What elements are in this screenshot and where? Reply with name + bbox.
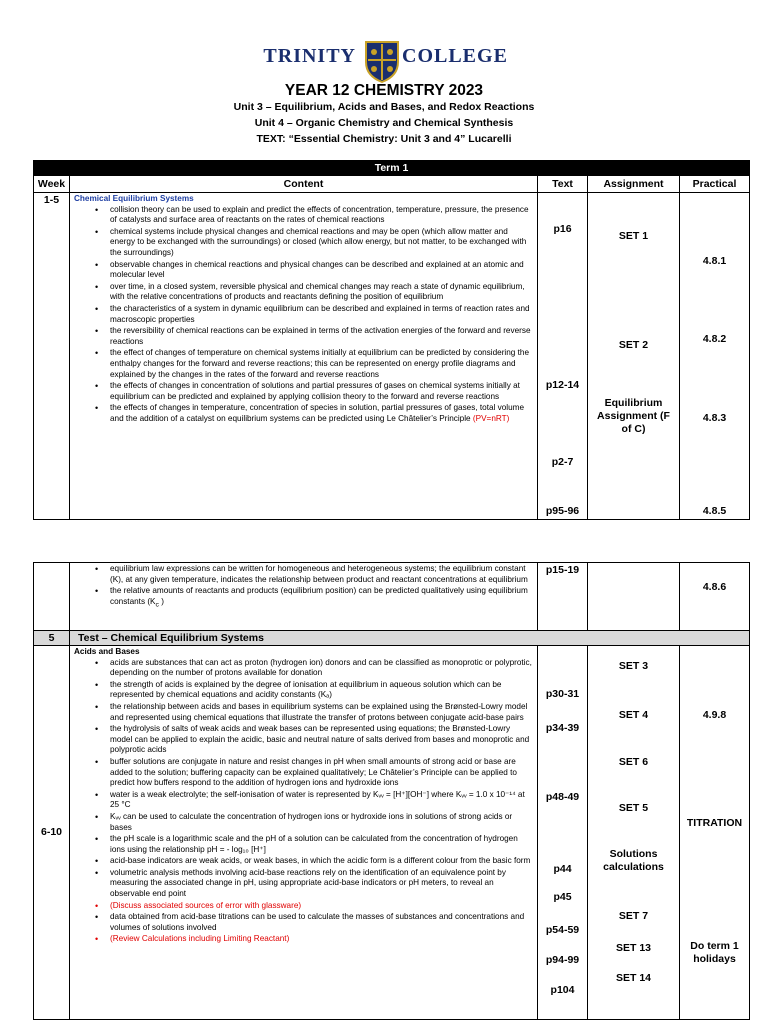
text-ref: p30-31 (545, 688, 580, 700)
practical-item: 4.9.8 (702, 709, 727, 721)
list-item (110, 403, 534, 424)
list-item: • observable changes in chemical reactions and physical changes can be described and explained at an atomic and molecular level (110, 260, 534, 281)
practical-item: Do term 1 holidays (690, 940, 739, 965)
list-item: • chemical systems include physical changes and chemical reactions and may be open (which allow matter and energy to be exchanged with the surroundings) or closed (which allow energy, but not matter, to be exchanged with the surroundings) (110, 227, 534, 259)
practical-item: 4.8.5 (702, 505, 727, 517)
practical-item: 4.8.2 (702, 333, 727, 345)
week-cell: 6-10 (34, 646, 70, 1020)
term1-table-continued (33, 562, 750, 1020)
assignment-item: Equilibrium Assignment (F of C) (597, 397, 670, 435)
logo-word-college: COLLEGE (402, 45, 508, 67)
term-header: Term 1 (34, 161, 750, 176)
list-item: • the relationship between acids and bases in equilibrium systems can be explained using the Brønsted-Lowry model and represented using chemical equations that illustrate the transfer of protons between conjugate acid-base pairs (110, 702, 534, 723)
practical-item: 4.8.6 (702, 581, 727, 593)
list-item: • the reversibility of chemical reactions can be explained in terms of the activation energies of the forward and reverse reactions (110, 326, 534, 347)
subtitle-text: TEXT: “Essential Chemistry: Unit 3 and 4” Lucarelli (256, 133, 512, 145)
assignment-cell (588, 646, 680, 1020)
bullet-list (74, 564, 534, 611)
assignment-cell (588, 563, 680, 631)
col-assignment: Assignment (588, 176, 680, 193)
text-cell (538, 646, 588, 1020)
practical-cell (680, 563, 750, 631)
logo-word-trinity: TRINITY (263, 45, 356, 67)
list-item-text: the effects of changes in temperature, concentration of species in solution, partial pressures of gases, total volume and the addition of a catalyst on equilibrium systems can be predicted using Le Châtelier’s Principle (110, 403, 525, 423)
assignment-item: SET 13 (615, 942, 652, 954)
text-ref: p104 (550, 984, 575, 996)
text-ref: p12-14 (545, 379, 580, 391)
list-item: • the strength of acids is explained by the degree of ionisation at equilibrium in aqueous solution which can be represented by chemical equations and acidity constants (Kₐ) (110, 680, 534, 701)
content-cell (70, 563, 538, 631)
list-item: • the effect of changes of temperature on chemical systems initially at equilibrium can be predicted by considering the enthalpy changes for the forward and reverse reactions; this can be represented on energy profile diagrams and explained by the changes in the rates of the forward and reverse reactions (110, 348, 534, 380)
bullet-list (74, 205, 534, 425)
practical-item: TITRATION (686, 817, 743, 829)
page-title: YEAR 12 CHEMISTRY 2023 (284, 82, 484, 99)
list-item: • the characteristics of a system in dynamic equilibrium can be described and explained in terms of reaction rates and macroscopic properties (110, 304, 534, 325)
test-week: 5 (34, 631, 70, 646)
red-note: (PV=nRT) (472, 413, 510, 423)
list-item-text-end: ) (158, 596, 164, 606)
text-ref: p95-96 (545, 505, 580, 517)
assignment-item: SET 3 (618, 660, 649, 672)
list-item: • acid-base indicators are weak acids, or weak bases, in which the acidic form is a different colour from the basic form (110, 856, 534, 867)
list-item: • acids are substances that can act as proton (hydrogen ion) donors and can be classified as monoprotic or polyprotic, depending on the number of protons available for donation (110, 658, 534, 679)
school-logo (0, 40, 768, 84)
assignment-item: SET 4 (618, 709, 649, 721)
list-item: • over time, in a closed system, reversible physical and chemical changes may reach a state of dynamic equilibrium, with the relative concentrations of products and reactants defining the position of equilibrium (110, 282, 534, 303)
content-cell (70, 193, 538, 520)
subscript: c (155, 601, 159, 609)
text-ref: p54-59 (545, 924, 580, 936)
section-heading: Chemical Equilibrium Systems (74, 194, 194, 203)
list-item (110, 586, 534, 611)
subtitle-unit4: Unit 4 – Organic Chemistry and Chemical Synthesis (254, 117, 514, 129)
list-item: • volumetric analysis methods involving acid-base reactions rely on the identification of an equivalence point by measuring the associated change in pH, using appropriate acid-base indicators or pH meters, to reveal an observable end point (110, 868, 534, 900)
text-ref: p16 (553, 223, 572, 235)
week-cell-empty (34, 563, 70, 631)
list-item: • the hydrolysis of salts of weak acids and weak bases can be represented using equations; the Brønsted-Lowry model can be applied to explain the acidic, basic and neutral nature of salts derived from bases and monoprotic and polyprotic acids (110, 724, 534, 756)
assignment-item: SET 5 (618, 802, 649, 814)
assignment-item: SET 7 (618, 910, 649, 922)
list-item-red: • (Review Calculations including Limiting Reactant) (110, 934, 534, 945)
assignment-item: SET 1 (618, 230, 649, 242)
col-content: Content (70, 176, 538, 193)
term1-table (33, 160, 750, 520)
text-ref: p45 (553, 891, 572, 903)
assignment-cell (588, 193, 680, 520)
assignment-item: SET 6 (618, 756, 649, 768)
practical-cell (680, 193, 750, 520)
list-item-text: the relative amounts of reactants and products (equilibrium position) can be predicted qualitatively using equilibrium constants (K (110, 586, 528, 606)
list-item: • equilibrium law expressions can be written for homogeneous and heterogeneous systems; the equilibrium constant (K), at any given temperature, indicates the relationship between product and reactant concentrations at equilibrium (110, 564, 534, 585)
assignment-item: SET 2 (618, 339, 649, 351)
text-cell (538, 193, 588, 520)
list-item: • the effects of changes in concentration of solutions and partial pressures of gases on chemical systems initially at equilibrium can be predicted and explained by applying collision theory to the forward and reverse reactions (110, 381, 534, 402)
col-practical: Practical (680, 176, 750, 193)
practical-cell (680, 646, 750, 1020)
list-item: • collision theory can be used to explain and predict the effects of concentration, temperature, pressure, the presence of catalysts and surface area of reactants on the rates of chemical reactions (110, 205, 534, 226)
list-item: • buffer solutions are conjugate in nature and resist changes in pH when small amounts of strong acid or base are added to the solution; buffering capacity can be explained qualitatively; Le Châtelier’s Principle can be applied to predict how buffers respond to the addition of hydrogen ions and hydroxide ions (110, 757, 534, 789)
text-ref: p15-19 (545, 564, 580, 576)
assignment-item: Solutions calculations (603, 848, 664, 873)
text-ref: p34-39 (545, 722, 580, 734)
subtitle-unit3: Unit 3 – Equilibrium, Acids and Bases, and Redox Reactions (233, 101, 535, 113)
text-ref: p94-99 (545, 954, 580, 966)
col-week: Week (34, 176, 70, 193)
list-item-red: • (Discuss associated sources of error with glassware) (110, 901, 534, 912)
text-ref: p48-49 (545, 791, 580, 803)
list-item: • water is a weak electrolyte; the self-ionisation of water is represented by Kᵥᵥ = [H⁺][OH⁻] where Kᵥᵥ = 1.0 x 10⁻¹⁴ at 25 °C (110, 790, 534, 811)
list-item: • Kᵥᵥ can be used to calculate the concentration of hydrogen ions or hydroxide ions in solutions of strong acids or bases (110, 812, 534, 833)
list-item: • data obtained from acid-base titrations can be used to calculate the masses of substances and concentrations and volumes of solutions involved (110, 912, 534, 933)
assignment-item: SET 14 (615, 972, 652, 984)
practical-item: 4.8.3 (702, 412, 727, 424)
test-label: Test – Chemical Equilibrium Systems (70, 631, 750, 646)
section-heading: Acids and Bases (74, 647, 140, 656)
practical-item: 4.8.1 (702, 255, 727, 267)
bullet-list (74, 658, 534, 945)
week-cell: 1-5 (34, 193, 70, 520)
content-cell (70, 646, 538, 1020)
col-text: Text (538, 176, 588, 193)
text-ref: p2-7 (551, 456, 574, 468)
list-item: • the pH scale is a logarithmic scale and the pH of a solution can be calculated from the concentration of hydrogen ions using the relationship pH = - log₁₀ [H⁺] (110, 834, 534, 855)
text-cell (538, 563, 588, 631)
crest-icon (362, 40, 402, 84)
text-ref: p44 (553, 863, 572, 875)
